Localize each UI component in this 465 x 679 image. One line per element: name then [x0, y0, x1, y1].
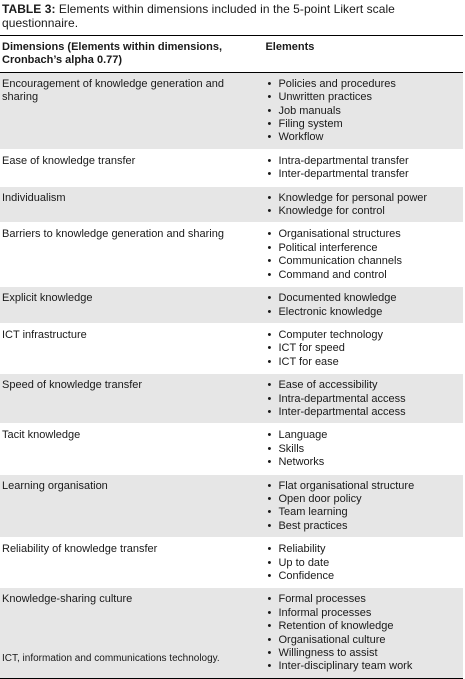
- element-label: Best practices: [278, 519, 348, 532]
- element-label: Inter-departmental transfer: [278, 168, 409, 181]
- bullet-icon: •: [267, 492, 272, 505]
- element-label: Skills: [278, 442, 305, 455]
- dimension-cell: Tacit knowledge: [0, 424, 263, 474]
- elements-cell: [263, 149, 463, 186]
- elements-list: [265, 78, 461, 145]
- list-item: [265, 443, 461, 456]
- dimension-cell: Barriers to knowledge generation and sharing: [0, 223, 263, 287]
- header-dimensions: Dimensions (Elements within dimensions, Cronbach’s alpha 0.77): [0, 36, 263, 73]
- list-item: [265, 356, 461, 369]
- list-item: [265, 570, 461, 583]
- element-label: Organisational structures: [278, 228, 401, 241]
- element-label: Intra-departmental access: [278, 392, 406, 405]
- header-elements: Elements: [263, 36, 463, 73]
- dimension-cell: Encouragement of knowledge generation and sharing: [0, 72, 263, 149]
- elements-list: [265, 379, 461, 419]
- elements-list: [265, 480, 461, 534]
- elements-list: [265, 292, 461, 319]
- elements-list: [265, 329, 461, 369]
- dimension-cell: Knowledge-sharing culture: [0, 588, 263, 678]
- dimension-cell: Ease of knowledge transfer: [0, 149, 263, 186]
- bullet-icon: •: [267, 456, 272, 469]
- element-label: Electronic knowledge: [278, 305, 383, 318]
- bullet-icon: •: [267, 519, 272, 532]
- table-row: [0, 186, 463, 223]
- bullet-icon: •: [267, 77, 272, 90]
- list-item: [265, 192, 461, 205]
- element-label: Knowledge for control: [278, 205, 385, 218]
- element-label: Documented knowledge: [278, 292, 397, 305]
- table-caption-label: TABLE 3:: [2, 2, 56, 16]
- element-label: Organisational culture: [278, 633, 386, 646]
- list-item: [265, 78, 461, 91]
- bullet-icon: •: [267, 118, 272, 131]
- element-label: Flat organisational structure: [278, 479, 415, 492]
- table-row: [0, 538, 463, 588]
- bullet-icon: •: [267, 405, 272, 418]
- element-label: Intra-departmental transfer: [278, 154, 409, 167]
- bullet-icon: •: [267, 647, 272, 660]
- list-item: [265, 393, 461, 406]
- list-item: [265, 269, 461, 282]
- bullet-icon: •: [267, 620, 272, 633]
- elements-list: [265, 543, 461, 583]
- dimension-cell: Speed of knowledge transfer: [0, 374, 263, 424]
- table-row: [0, 374, 463, 424]
- bullet-icon: •: [267, 342, 272, 355]
- elements-list: [265, 192, 461, 219]
- list-item: [265, 620, 461, 633]
- dimension-cell: Explicit knowledge: [0, 287, 263, 324]
- table-row: [0, 323, 463, 373]
- element-label: Job manuals: [278, 104, 341, 117]
- elements-list: [265, 429, 461, 469]
- list-item: [265, 429, 461, 442]
- bullet-icon: •: [267, 379, 272, 392]
- list-item: [265, 292, 461, 305]
- list-item: [265, 607, 461, 620]
- element-label: Inter-disciplinary team work: [278, 660, 413, 673]
- element-label: Language: [278, 429, 328, 442]
- table-body: [0, 72, 463, 678]
- elements-cell: [263, 323, 463, 373]
- list-item: [265, 342, 461, 355]
- elements-cell: [263, 223, 463, 287]
- list-item: [265, 306, 461, 319]
- table-row: [0, 287, 463, 324]
- elements-cell: [263, 474, 463, 538]
- list-item: [265, 205, 461, 218]
- list-item: [265, 131, 461, 144]
- element-label: Ease of accessibility: [278, 379, 378, 392]
- bullet-icon: •: [267, 556, 272, 569]
- bullet-icon: •: [267, 570, 272, 582]
- bullet-icon: •: [267, 355, 272, 368]
- element-label: Networks: [278, 456, 325, 469]
- element-label: Computer technology: [278, 328, 384, 341]
- list-item: [265, 660, 461, 673]
- elements-cell: [263, 424, 463, 474]
- element-label: Team learning: [278, 506, 348, 519]
- list-item: [265, 647, 461, 660]
- element-label: Filing system: [278, 118, 343, 131]
- bullet-icon: •: [267, 593, 272, 606]
- element-label: ICT for speed: [278, 342, 345, 355]
- list-item: [265, 255, 461, 268]
- dimension-cell: Learning organisation: [0, 474, 263, 538]
- list-item: [265, 168, 461, 181]
- list-item: [265, 506, 461, 519]
- elements-cell: [263, 287, 463, 324]
- dimension-cell: Individualism: [0, 186, 263, 223]
- element-label: Retention of knowledge: [278, 620, 394, 633]
- list-item: [265, 493, 461, 506]
- list-item: [265, 105, 461, 118]
- elements-list: [265, 228, 461, 282]
- list-item: [265, 520, 461, 533]
- bullet-icon: •: [267, 255, 272, 268]
- element-label: Command and control: [278, 268, 387, 281]
- element-label: Willingness to assist: [278, 647, 378, 660]
- element-label: Workflow: [278, 131, 324, 144]
- list-item: [265, 557, 461, 570]
- list-item: [265, 228, 461, 241]
- table-row: [0, 72, 463, 149]
- list-item: [265, 543, 461, 556]
- bullet-icon: •: [267, 328, 272, 341]
- element-label: Informal processes: [278, 606, 372, 619]
- bullet-icon: •: [267, 191, 272, 204]
- bullet-icon: •: [267, 104, 272, 117]
- element-label: Policies and procedures: [278, 77, 396, 90]
- list-item: [265, 456, 461, 469]
- dimension-cell: ICT infrastructure: [0, 323, 263, 373]
- list-item: [265, 634, 461, 647]
- elements-cell: [263, 72, 463, 149]
- list-item: [265, 242, 461, 255]
- elements-list: [265, 155, 461, 182]
- list-item: [265, 155, 461, 168]
- bullet-icon: •: [267, 91, 272, 104]
- table-row: [0, 149, 463, 186]
- table-caption: [2, 2, 460, 30]
- bullet-icon: •: [267, 154, 272, 167]
- bullet-icon: •: [267, 268, 272, 281]
- bullet-icon: •: [267, 429, 272, 442]
- bullet-icon: •: [267, 168, 272, 181]
- bullet-icon: •: [267, 660, 272, 673]
- bullet-icon: •: [267, 205, 272, 218]
- elements-cell: [263, 374, 463, 424]
- table-row: [0, 474, 463, 538]
- elements-cell: [263, 588, 463, 678]
- bullet-icon: •: [267, 228, 272, 241]
- element-label: Up to date: [278, 556, 330, 569]
- bullet-icon: •: [267, 292, 272, 305]
- element-label: ICT for ease: [278, 355, 339, 368]
- element-label: Inter-departmental access: [278, 405, 406, 418]
- list-item: [265, 593, 461, 606]
- table-caption-text: Elements within dimensions included in the 5-point Likert scale questionnaire.: [2, 2, 395, 30]
- element-label: Confidence: [278, 570, 335, 582]
- bullet-icon: •: [267, 479, 272, 492]
- likert-elements-table: [0, 35, 463, 679]
- table-footnote: ICT, information and communications technology.: [2, 653, 220, 664]
- elements-cell: [263, 186, 463, 223]
- table-row: [0, 223, 463, 287]
- element-label: Open door policy: [278, 492, 362, 505]
- elements-list: [265, 593, 461, 673]
- bullet-icon: •: [267, 442, 272, 455]
- list-item: [265, 406, 461, 419]
- dimension-cell: Reliability of knowledge transfer: [0, 538, 263, 588]
- list-item: [265, 329, 461, 342]
- bullet-icon: •: [267, 506, 272, 519]
- bullet-icon: •: [267, 392, 272, 405]
- list-item: [265, 118, 461, 131]
- element-label: Political interference: [278, 241, 378, 254]
- element-label: Formal processes: [278, 593, 366, 606]
- bullet-icon: •: [267, 241, 272, 254]
- table-row: [0, 424, 463, 474]
- element-label: Unwritten practices: [278, 91, 373, 104]
- element-label: Knowledge for personal power: [278, 191, 428, 204]
- bullet-icon: •: [267, 543, 272, 556]
- bullet-icon: •: [267, 633, 272, 646]
- list-item: [265, 480, 461, 493]
- elements-cell: [263, 538, 463, 588]
- bullet-icon: •: [267, 131, 272, 144]
- element-label: Reliability: [278, 543, 326, 556]
- table-header-row: [0, 36, 463, 73]
- list-item: [265, 379, 461, 392]
- bullet-icon: •: [267, 305, 272, 318]
- list-item: [265, 91, 461, 104]
- element-label: Communication channels: [278, 255, 402, 268]
- bullet-icon: •: [267, 606, 272, 619]
